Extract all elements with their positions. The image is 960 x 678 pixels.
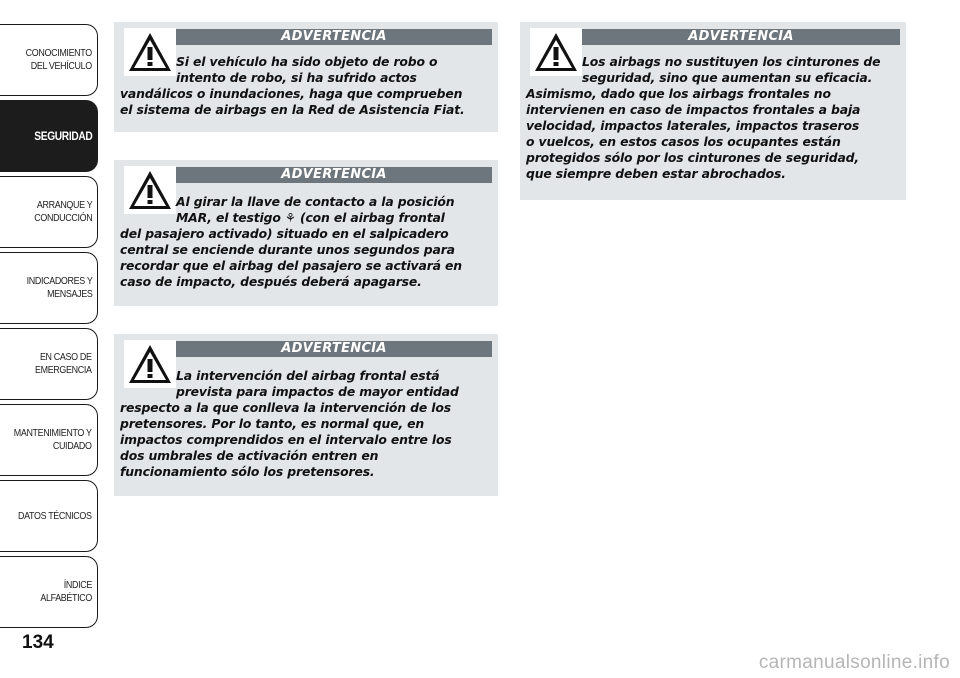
tab-indicadores-y-mensajes[interactable] xyxy=(0,252,98,324)
text-line: prevista para impactos de mayor entidad xyxy=(176,384,459,399)
page-number: 134 xyxy=(22,632,54,653)
tab-label: CONOCIMIENTO DEL VEHÍCULO xyxy=(25,47,92,72)
warning-title: ADVERTENCIA xyxy=(176,341,492,357)
text-line: Al girar la llave de contacto a la posición xyxy=(176,194,455,209)
warning-text xyxy=(120,194,490,290)
text-line: funcionamiento sólo los pretensores. xyxy=(120,464,375,479)
text-line: o vuelcos, en estos casos los ocupantes están xyxy=(526,134,841,149)
tab-label: MANTENIMIENTO Y CUIDADO xyxy=(14,427,92,452)
text-line: Si el vehículo ha sido objeto de robo o xyxy=(176,54,438,69)
chapter-tabs xyxy=(0,0,100,678)
tab-label: SEGURIDAD xyxy=(33,128,92,143)
text-line: impactos comprendidos en el intervalo entre los xyxy=(120,432,452,447)
text-line: que siempre deben estar abrochados. xyxy=(526,166,786,181)
text-line: La intervención del airbag frontal está xyxy=(176,368,440,383)
text-line: central se enciende durante unos segundos para xyxy=(120,242,455,257)
watermark: carmanualsonline.info xyxy=(758,652,950,673)
tab-datos-tecnicos[interactable] xyxy=(0,480,98,552)
tab-label: ÍNDICE ALFABÉTICO xyxy=(40,579,92,604)
warning-title: ADVERTENCIA xyxy=(176,167,492,183)
text-line: el sistema de airbags en la Red de Asistencia Fiat. xyxy=(120,102,465,117)
text-line: dos umbrales de activación entren en xyxy=(120,448,379,463)
tab-label: EN CASO DE EMERGENCIA xyxy=(35,351,92,376)
warning-text xyxy=(526,54,898,182)
tab-label: INDICADORES Y MENSAJES xyxy=(26,275,92,300)
text-line: Asimismo, dado que los airbags frontales no xyxy=(526,86,831,101)
text-line: MAR, el testigo ⚘ (con el airbag frontal xyxy=(176,210,445,225)
tab-label: ARRANQUE Y CONDUCCIÓN xyxy=(33,199,92,224)
warning-box-2 xyxy=(114,160,498,306)
warning-text xyxy=(120,54,490,118)
warning-box-3 xyxy=(114,334,498,496)
text-line: recordar que el airbag del pasajero se activará en xyxy=(120,258,462,273)
warning-text xyxy=(120,368,490,480)
tab-seguridad[interactable] xyxy=(0,100,98,172)
tab-conocimiento-del-vehiculo[interactable] xyxy=(0,24,98,96)
tab-en-caso-de-emergencia[interactable] xyxy=(0,328,98,400)
warning-box-4 xyxy=(520,22,906,200)
tab-indice-alfabetico[interactable] xyxy=(0,556,98,628)
warning-title: ADVERTENCIA xyxy=(582,29,900,45)
text-line: protegidos sólo por los cinturones de seguridad, xyxy=(526,150,859,165)
text-line: velocidad, impactos laterales, impactos traseros xyxy=(526,118,860,133)
text-line: intervienen en caso de impactos frontales a baja xyxy=(526,102,861,117)
text-line: intento de robo, si ha sufrido actos xyxy=(176,70,417,85)
tab-arranque-y-conduccion[interactable] xyxy=(0,176,98,248)
text-line: pretensores. Por lo tanto, es normal que, en xyxy=(120,416,425,431)
tab-mantenimiento-y-cuidado[interactable] xyxy=(0,404,98,476)
tab-label: DATOS TÉCNICOS xyxy=(18,509,92,522)
text-line: caso de impacto, después deberá apagarse. xyxy=(120,274,422,289)
warning-box-1 xyxy=(114,22,498,132)
text-line: del pasajero activado) situado en el salpicadero xyxy=(120,226,449,241)
text-line: respecto a la que conlleva la intervención de los xyxy=(120,400,451,415)
warning-title: ADVERTENCIA xyxy=(176,29,492,45)
text-line: seguridad, sino que aumentan su eficacia. xyxy=(582,70,873,85)
text-line: vandálicos o inundaciones, haga que comprueben xyxy=(120,86,463,101)
text-line: Los airbags no sustituyen los cinturones de xyxy=(582,54,881,69)
